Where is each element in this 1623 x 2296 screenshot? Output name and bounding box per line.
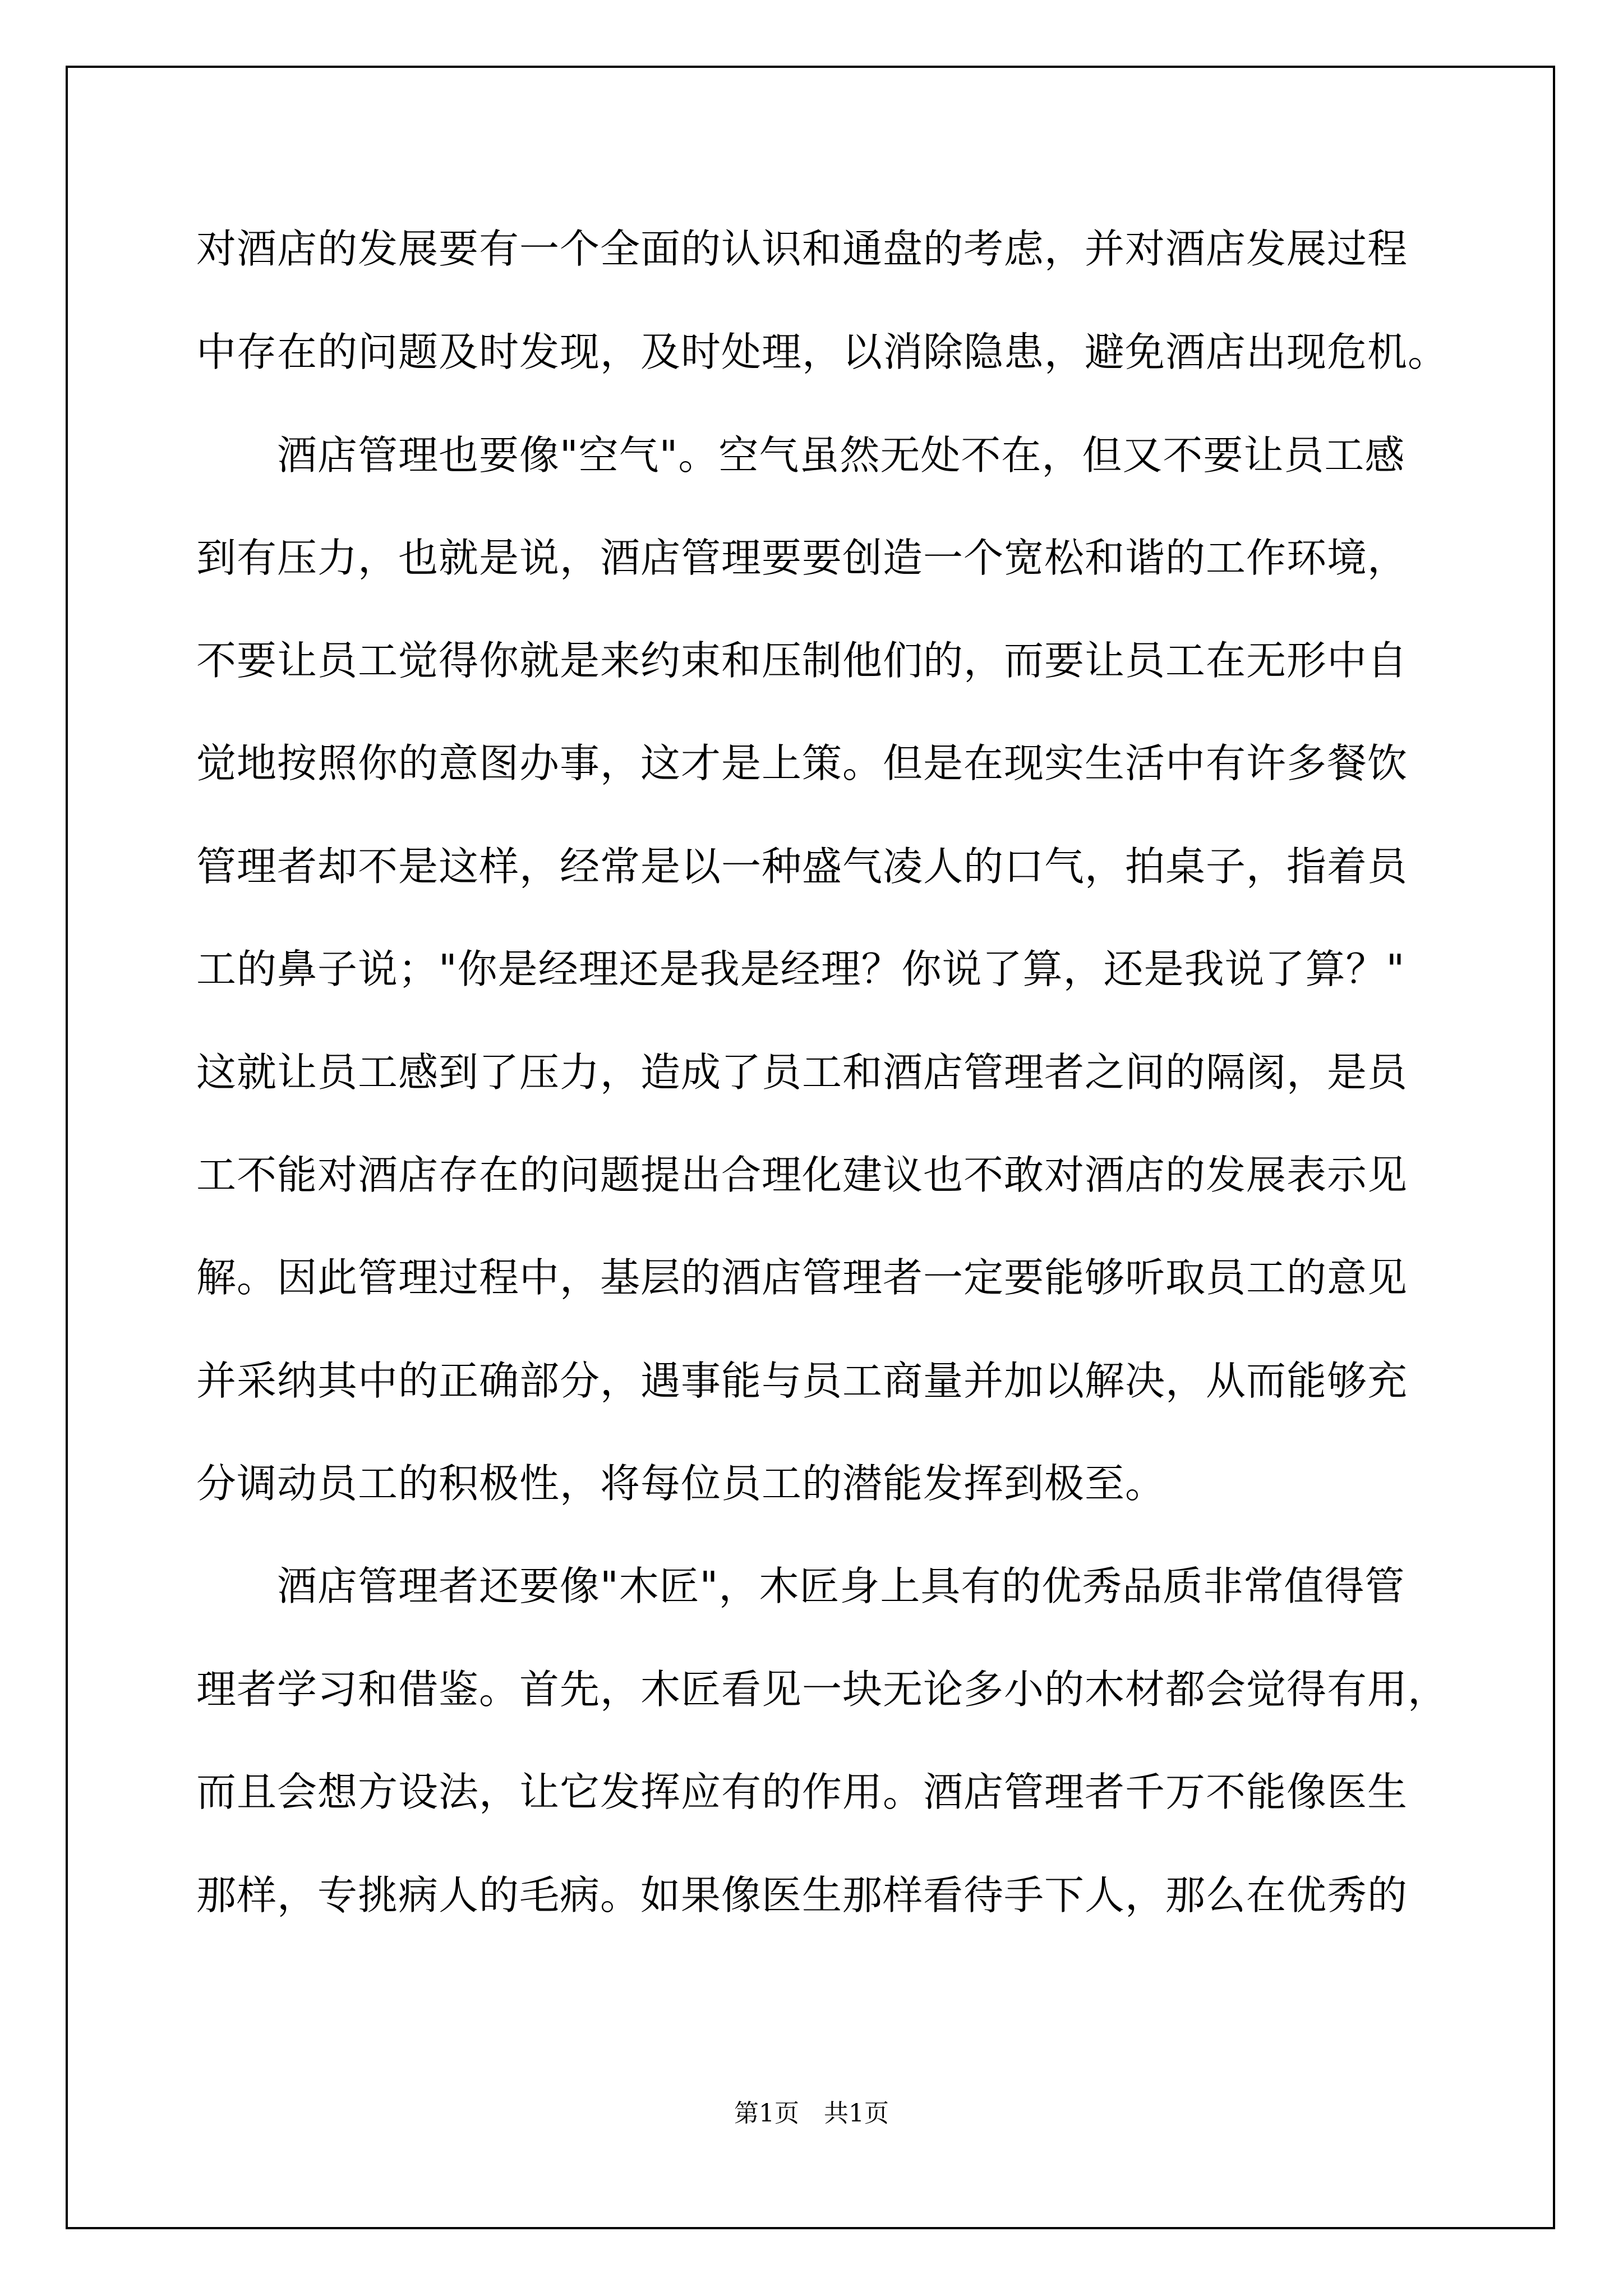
text-line: 不要让员工觉得你就是来约束和压制他们的，而要让员工在无形中自 [196, 637, 1408, 684]
text-line: 工不能对酒店存在的问题提出合理化建议也不敢对酒店的发展表示见 [196, 1152, 1408, 1198]
text-line: 并采纳其中的正确部分，遇事能与员工商量并加以解决，从而能够充 [196, 1358, 1408, 1404]
text-line: 理者学习和借鉴。首先，木匠看见一块无论多小的木材都会觉得有用， [196, 1666, 1449, 1713]
text-line: 那样，专挑病人的毛病。如果像医生那样看待手下人，那么在优秀的 [196, 1872, 1408, 1918]
text-line: 分调动员工的积极性，将每位员工的潜能发挥到极至。 [196, 1460, 1166, 1507]
text-line: 中存在的问题及时发现，及时处理，以消除隐患，避免酒店出现危机。 [196, 329, 1449, 375]
text-line: 酒店管理者还要像"木匠"，木匠身上具有的优秀品质非常值得管 [196, 1563, 1405, 1609]
text-line: 到有压力，也就是说，酒店管理要要创造一个宽松和谐的工作环境， [196, 535, 1408, 581]
text-line: 工的鼻子说；"你是经理还是我是经理？你说了算，还是我说了算？" [196, 946, 1405, 992]
text-line: 觉地按照你的意图办事，这才是上策。但是在现实生活中有许多餐饮 [196, 740, 1408, 786]
text-line: 而且会想方设法，让它发挥应有的作用。酒店管理者千万不能像医生 [196, 1769, 1408, 1815]
text-line: 解。因此管理过程中，基层的酒店管理者一定要能够听取员工的意见 [196, 1254, 1408, 1301]
text-line: 酒店管理也要像"空气"。空气虽然无处不在，但又不要让员工感 [196, 432, 1405, 478]
text-line: 对酒店的发展要有一个全面的认识和通盘的考虑，并对酒店发展过程 [196, 226, 1408, 272]
text-line: 管理者却不是这样，经常是以一种盛气凌人的口气，拍桌子，指着员 [196, 843, 1408, 890]
page-number: 第1页 共1页 [734, 2099, 889, 2128]
text-line: 这就让员工感到了压力，造成了员工和酒店管理者之间的隔阂，是员 [196, 1049, 1408, 1096]
